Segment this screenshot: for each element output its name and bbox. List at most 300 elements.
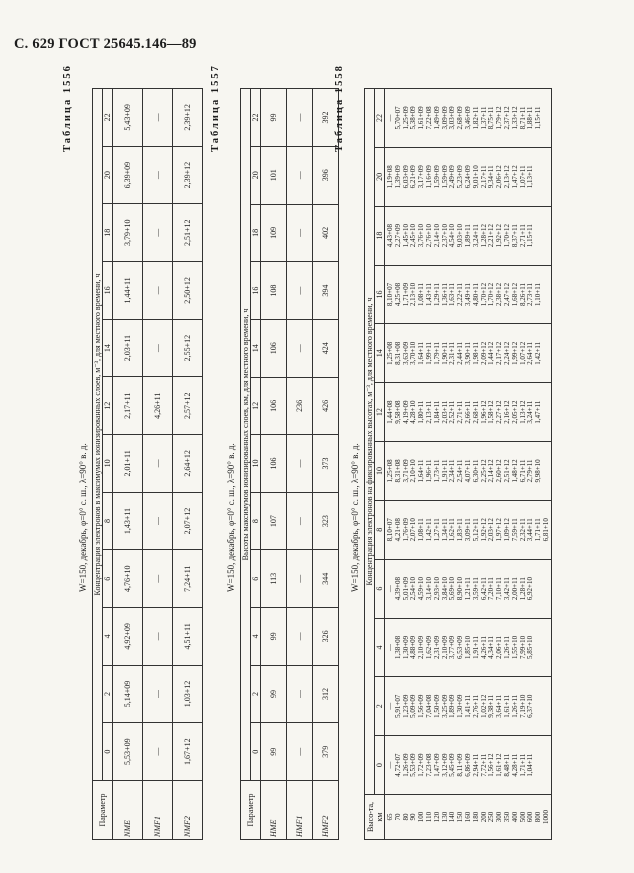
value-cell: 5,85+10 <box>526 635 535 660</box>
value-cell: 6,03+09 <box>401 165 410 189</box>
table-row <box>287 89 313 840</box>
value-cell: 236 <box>287 377 313 435</box>
value-cell: 3,79+10 <box>113 204 143 262</box>
value-cell: 3,12+09 <box>440 753 449 777</box>
value-cell: 1,76+09 <box>401 518 410 542</box>
value-cell: 424 <box>313 319 339 377</box>
value-cell: 1,26+09 <box>401 753 410 777</box>
value-cell: 5,12+11 <box>471 518 480 542</box>
value-cell: 396 <box>313 146 339 204</box>
time-header-12: 12 <box>375 383 385 442</box>
value-cell: 1,10+11 <box>534 282 543 306</box>
value-cell: 1,80+11 <box>417 400 426 424</box>
value-cell: 1,28+12 <box>479 224 488 248</box>
table-subheading: Высоты максимумов ионизированных слоев, км, для местного времени, ч <box>241 89 251 781</box>
value-cell <box>543 326 551 380</box>
table-1556 <box>92 88 203 840</box>
time-header-20: 20 <box>251 146 261 204</box>
value-cell: 1,92+12 <box>495 224 504 248</box>
value-cell: 1,26+11 <box>510 694 519 718</box>
value-cell: 106 <box>261 435 287 493</box>
time-header-18: 18 <box>251 204 261 262</box>
value-cell: 2,05+12 <box>510 400 519 424</box>
value-cell: 1,55+10 <box>510 635 519 660</box>
value-cell: 3,44+11 <box>526 518 535 542</box>
time-header-14: 14 <box>375 324 385 383</box>
value-cell: 1,91+11 <box>471 635 480 659</box>
value-cell: 2,60+12 <box>495 459 504 483</box>
value-cell: 1,15+11 <box>526 224 535 248</box>
time-header-12: 12 <box>103 377 113 435</box>
table-header-row <box>365 89 375 840</box>
value-cell <box>543 91 551 145</box>
value-column <box>385 559 552 618</box>
value-cell: 1,85+10 <box>463 635 472 660</box>
value-cell: 2,10+09 <box>417 635 426 660</box>
value-cell: 1,71+11 <box>518 753 527 777</box>
value-cell: 3,17+09 <box>417 165 426 189</box>
value-cell: 5,14+09 <box>113 665 143 723</box>
table-1558-title: Таблица 1558 <box>334 64 345 152</box>
time-header-10: 10 <box>103 435 113 493</box>
value-cell: 6,30+11 <box>471 459 480 483</box>
value-cell: — <box>143 319 173 377</box>
time-header-18: 18 <box>375 206 385 265</box>
value-cell: 6,21+09 <box>409 165 418 189</box>
value-cell: 1,09+12 <box>502 518 511 542</box>
time-header-16: 16 <box>103 262 113 320</box>
value-cell: 1,30+09 <box>401 635 410 660</box>
value-cell: 4,76+10 <box>113 550 143 608</box>
value-cell: 7,99+10 <box>518 635 527 660</box>
page-header: С. 629 ГОСТ 25645.146—89 <box>14 36 197 52</box>
value-cell: 1,38+08 <box>393 635 402 660</box>
value-cell: 4,39+08 <box>393 577 402 601</box>
value-cell: 8,48+11 <box>502 753 511 777</box>
value-cell: 2,32+11 <box>518 518 527 542</box>
value-column <box>385 442 552 501</box>
value-cell: 1,63+11 <box>448 282 457 306</box>
value-cell: 2,68+09 <box>456 106 465 130</box>
height-value: 80 <box>401 813 410 821</box>
param-cell: HME <box>261 781 287 840</box>
rotated-content <box>58 52 618 842</box>
value-cell <box>543 621 551 675</box>
value-cell: — <box>287 435 313 493</box>
height-value: 90 <box>409 813 418 821</box>
value-cell: 1,56+09 <box>417 694 426 718</box>
value-cell: 1,59+09 <box>432 165 441 189</box>
value-cell: 3,24+11 <box>526 400 535 424</box>
table-body <box>261 89 339 840</box>
value-cell: — <box>287 550 313 608</box>
value-column <box>385 383 552 442</box>
value-cell: 2,01+11 <box>113 435 143 493</box>
value-cell: 1,64+11 <box>417 341 426 365</box>
value-cell: 7,59+11 <box>510 518 519 542</box>
value-cell: 2,09+12 <box>479 341 488 365</box>
table-1557-heading: W=150, декабрь, φ=0° с. ш., λ=90° в. д. <box>226 443 236 592</box>
table-row <box>385 89 552 840</box>
table-subheading: Концентрация электронов на фиксированных высотах, м⁻³, для местного времени, ч <box>365 89 375 795</box>
value-cell: 1,48+12 <box>510 459 519 483</box>
time-header-0: 0 <box>251 723 261 781</box>
value-cell: 1,45+10 <box>401 224 410 248</box>
value-cell: 1,61+12 <box>495 753 504 777</box>
value-cell: 99 <box>261 723 287 781</box>
value-cell: 6,86+09 <box>463 753 472 777</box>
value-cell: 7,04+08 <box>424 694 433 718</box>
value-cell: — <box>143 550 173 608</box>
value-cell: 3,90+11 <box>463 341 472 365</box>
value-cell: 2,14+10 <box>432 224 441 248</box>
value-cell: 2,71+11 <box>518 224 527 248</box>
value-cell: 3,76+10 <box>417 224 426 248</box>
time-header-22: 22 <box>375 89 385 148</box>
value-cell: 2,66+11 <box>463 400 472 424</box>
value-cell: 4,80+11 <box>471 282 480 306</box>
value-cell: 9,03+10 <box>456 224 465 248</box>
value-cell: 1,25+08 <box>386 459 394 483</box>
value-cell: 8,10+07 <box>386 518 394 542</box>
value-cell: 2,54+11 <box>456 459 465 483</box>
value-cell: 5,38+09 <box>409 106 418 130</box>
value-cell: 2,51+12 <box>173 204 203 262</box>
value-cell: 5,01+09 <box>401 577 410 601</box>
value-cell: 1,33+12 <box>510 106 519 130</box>
value-cell: — <box>287 89 313 147</box>
table-1556-title: Таблица 1556 <box>62 64 73 152</box>
time-header-22: 22 <box>103 89 113 147</box>
time-header-4: 4 <box>103 608 113 666</box>
value-cell <box>543 209 551 263</box>
value-cell: 2,03+11 <box>113 319 143 377</box>
value-cell: 4,51+11 <box>173 608 203 666</box>
value-cell: 4,28+10 <box>409 400 418 424</box>
value-cell: 113 <box>261 550 287 608</box>
value-cell: 2,49+09 <box>448 165 457 189</box>
value-cell: 2,06+12 <box>495 165 504 189</box>
value-cell: 8,31+08 <box>393 341 402 365</box>
value-cell: 8,71+11 <box>518 106 527 130</box>
value-cell: 1,26+11 <box>502 635 511 659</box>
value-cell: 1,83+11 <box>456 518 465 542</box>
value-cell: — <box>386 702 394 710</box>
value-cell: 2,39+12 <box>173 146 203 204</box>
table-row <box>143 89 173 840</box>
param-cell: HMF2 <box>313 781 339 840</box>
time-header-2: 2 <box>251 665 261 723</box>
value-cell: 99 <box>261 89 287 147</box>
value-cell: 109 <box>261 204 287 262</box>
param-header: Параметр <box>241 781 261 840</box>
value-cell: 2,10+10 <box>409 459 418 483</box>
value-cell: 2,16+12 <box>502 400 511 424</box>
value-cell: 2,00+11 <box>510 577 519 601</box>
value-cell: 1,43+11 <box>424 282 433 306</box>
value-cell: 1,43+11 <box>113 492 143 550</box>
table-row <box>113 89 143 840</box>
value-cell: 8,37+11 <box>510 224 519 248</box>
value-cell <box>543 444 551 498</box>
value-cell: — <box>386 114 394 122</box>
value-cell: 6,42+11 <box>479 577 488 601</box>
value-cell <box>543 385 551 439</box>
value-cell: 106 <box>261 377 287 435</box>
time-header-2: 2 <box>103 665 113 723</box>
time-header-16: 16 <box>251 262 261 320</box>
value-cell: 2,93+10 <box>432 577 441 601</box>
value-cell: — <box>386 643 394 651</box>
value-cell: 3,77+09 <box>448 635 457 660</box>
height-value: 600 <box>526 811 535 823</box>
value-cell: 392 <box>313 89 339 147</box>
height-value: 400 <box>510 811 519 823</box>
value-cell: 2,03+12 <box>487 518 496 542</box>
value-cell: 1,96+12 <box>479 400 488 424</box>
height-value: 100 <box>417 811 426 823</box>
value-cell: 1,90+11 <box>440 341 449 365</box>
value-cell: — <box>143 608 173 666</box>
value-cell: 9,01+10 <box>471 165 480 189</box>
value-cell: — <box>386 585 394 593</box>
value-cell: 1,89+09 <box>448 694 457 718</box>
value-cell: 3,49+11 <box>463 282 472 306</box>
table-body <box>385 89 552 840</box>
value-cell: 1,42+11 <box>534 341 543 365</box>
value-cell: 1,70+12 <box>502 224 511 248</box>
value-cell: 4,26+11 <box>479 635 488 659</box>
value-cell: 312 <box>313 665 339 723</box>
value-cell: 1,89+11 <box>463 224 472 248</box>
value-cell: 3,71+09 <box>401 459 410 483</box>
value-cell: 2,13+12 <box>502 165 511 189</box>
value-cell: — <box>287 146 313 204</box>
value-cell: 1,29+11 <box>432 282 441 306</box>
value-cell: 6,39+09 <box>113 146 143 204</box>
value-cell: 1,41+11 <box>463 694 472 718</box>
height-value: 300 <box>495 811 504 823</box>
value-cell: 3,24+11 <box>471 224 480 248</box>
value-cell: 1,02+12 <box>479 694 488 718</box>
value-cell: 1,98+11 <box>471 341 480 365</box>
value-cell: 344 <box>313 550 339 608</box>
value-cell: 3,03+09 <box>448 106 457 130</box>
value-cell: — <box>143 665 173 723</box>
value-cell: 1,71+09 <box>401 282 410 307</box>
table-1557 <box>240 88 339 840</box>
value-cell: 4,72+07 <box>393 753 402 777</box>
value-cell: 2,71+11 <box>456 400 465 424</box>
value-cell: 5,69+10 <box>448 577 457 601</box>
value-cell: 1,44+12 <box>487 341 496 365</box>
value-cell: 5,43+09 <box>113 89 143 147</box>
value-cell: 2,24+12 <box>502 341 511 365</box>
time-header-4: 4 <box>251 608 261 666</box>
value-cell: 2,45+10 <box>409 224 418 248</box>
value-cell: 1,34+11 <box>440 518 449 542</box>
table-1556-heading: W=150, декабрь, φ=0° с. ш., λ=90° в. д. <box>78 443 88 592</box>
table-1558-heading: W=150, декабрь, φ=0° с. ш., λ=90° в. д. <box>350 443 360 592</box>
value-cell: 1,59+09 <box>440 165 449 189</box>
time-header-4: 4 <box>375 618 385 677</box>
table-1557-title: Таблица 1557 <box>210 64 221 152</box>
value-cell: 2,47+12 <box>502 282 511 307</box>
value-cell: 2,07+10 <box>409 518 418 542</box>
value-cell: 1,61+11 <box>502 694 511 718</box>
value-column <box>385 736 552 795</box>
height-value: 350 <box>502 811 511 823</box>
value-column <box>385 89 552 148</box>
value-cell: 4,92+09 <box>113 608 143 666</box>
value-cell: 2,27+09 <box>393 224 402 248</box>
value-cell: 1,47+12 <box>510 165 519 189</box>
value-cell: 2,14+12 <box>487 459 496 483</box>
value-cell: 5,53+09 <box>113 723 143 781</box>
height-value: 120 <box>432 811 441 823</box>
value-cell: — <box>143 492 173 550</box>
value-cell: 8,10+07 <box>386 282 394 307</box>
time-header-row <box>251 89 261 840</box>
value-cell: 3,09+11 <box>463 518 472 542</box>
value-cell: 1,62+11 <box>448 518 457 542</box>
table-row <box>313 89 339 840</box>
value-cell: 99 <box>261 665 287 723</box>
value-cell: — <box>143 89 173 147</box>
value-cell: 5,70+07 <box>393 106 402 130</box>
value-cell: 2,44+11 <box>456 341 465 365</box>
value-cell: 2,10+09 <box>440 635 449 660</box>
value-cell: 2,64+11 <box>526 341 535 365</box>
param-cell: NMF1 <box>143 781 173 840</box>
value-cell: 1,72+09 <box>417 753 426 777</box>
value-cell: — <box>143 435 173 493</box>
value-cell: 3,09+09 <box>440 106 449 130</box>
value-cell: 2,51+12 <box>502 459 511 483</box>
value-cell: 5,53+09 <box>409 753 418 777</box>
time-header-8: 8 <box>251 492 261 550</box>
param-cell: NME <box>113 781 143 840</box>
value-cell: 1,42+11 <box>424 518 433 542</box>
value-cell: 2,76+10 <box>424 224 433 248</box>
value-cell: 1,47+09 <box>432 753 441 777</box>
height-value: 250 <box>487 811 496 823</box>
height-value: 140 <box>448 811 457 823</box>
value-cell: 1,99+11 <box>424 341 433 365</box>
value-cell: 1,07+11 <box>518 165 527 189</box>
value-cell: — <box>143 723 173 781</box>
value-column <box>385 677 552 736</box>
value-cell: 1,67+12 <box>173 723 203 781</box>
value-cell: 108 <box>261 262 287 320</box>
value-cell: 1,61+09 <box>417 106 426 130</box>
value-cell: 2,06+11 <box>495 635 504 659</box>
value-cell: 4,28+11 <box>510 753 519 777</box>
param-header: Параметр <box>93 781 113 840</box>
value-cell: — <box>287 665 313 723</box>
value-cell: — <box>143 262 173 320</box>
value-cell: 2,94+11 <box>471 753 480 777</box>
value-cell: 2,52+11 <box>448 400 457 424</box>
height-value: 110 <box>424 811 433 823</box>
value-cell <box>543 679 551 733</box>
value-cell: — <box>143 204 173 262</box>
value-column <box>385 324 552 383</box>
value-cell: 8,90+10 <box>456 577 465 601</box>
table-body <box>113 89 203 840</box>
value-column <box>385 618 552 677</box>
value-cell: 3,42+11 <box>502 577 511 601</box>
value-cell: 1,19+08 <box>386 165 394 189</box>
value-cell: 1,36+11 <box>440 282 449 306</box>
value-cell: 1,91+11 <box>440 459 449 483</box>
height-header: Высо-та, км <box>365 795 385 840</box>
value-cell: 1,44+11 <box>113 262 143 320</box>
value-cell: 1,04+11 <box>526 753 535 777</box>
time-header-20: 20 <box>375 147 385 206</box>
height-value: 800 <box>534 811 543 823</box>
value-cell: 5,91+07 <box>393 694 402 718</box>
height-value: 200 <box>479 811 488 823</box>
time-header-6: 6 <box>251 550 261 608</box>
value-cell: 4,43+08 <box>386 224 394 248</box>
value-cell: 5,45+09 <box>448 753 457 777</box>
value-cell: 3,64+11 <box>495 694 504 718</box>
value-cell: 2,38+12 <box>495 282 504 307</box>
time-header-0: 0 <box>375 736 385 795</box>
time-header-10: 10 <box>375 442 385 501</box>
value-cell: — <box>143 146 173 204</box>
value-cell: 1,62+09 <box>424 635 433 660</box>
value-cell: 2,76+11 <box>471 694 480 718</box>
time-header-22: 22 <box>251 89 261 147</box>
value-cell: — <box>386 761 394 769</box>
table-header-row <box>241 89 251 840</box>
value-cell: 4,21+08 <box>393 518 402 542</box>
value-cell <box>543 268 551 322</box>
value-cell: 3,25+09 <box>440 694 449 718</box>
value-cell: 3,59+11 <box>471 577 480 601</box>
value-cell: 1,71+11 <box>534 518 543 542</box>
value-cell: 101 <box>261 146 287 204</box>
time-header-20: 20 <box>103 146 113 204</box>
value-cell: 2,37+12 <box>502 106 511 130</box>
value-cell: — <box>287 262 313 320</box>
value-cell: 7,10+11 <box>495 577 504 601</box>
value-cell: 2,13+11 <box>424 400 433 424</box>
value-cell: 2,21+12 <box>487 224 496 248</box>
value-cell: 394 <box>313 262 339 320</box>
value-cell: 1,25+08 <box>386 341 394 365</box>
value-cell: 2,68+11 <box>471 400 480 424</box>
height-value: 180 <box>471 811 480 823</box>
height-value: 500 <box>518 811 527 823</box>
value-cell: 7,20+11 <box>487 577 496 601</box>
height-value: 130 <box>440 811 449 823</box>
time-header-6: 6 <box>103 550 113 608</box>
value-cell: 7,22+08 <box>424 106 433 130</box>
table-header-row <box>93 89 103 840</box>
value-cell: 7,72+11 <box>479 753 488 777</box>
value-cell: 2,73+11 <box>526 282 535 306</box>
param-cell: HMF1 <box>287 781 313 840</box>
value-cell: 402 <box>313 204 339 262</box>
value-cell: 2,31+11 <box>448 341 457 365</box>
value-cell: 8,75+11 <box>487 106 496 130</box>
value-cell: 2,31+09 <box>432 635 441 660</box>
time-header-row <box>375 89 385 840</box>
value-cell: 1,97+12 <box>495 518 504 542</box>
